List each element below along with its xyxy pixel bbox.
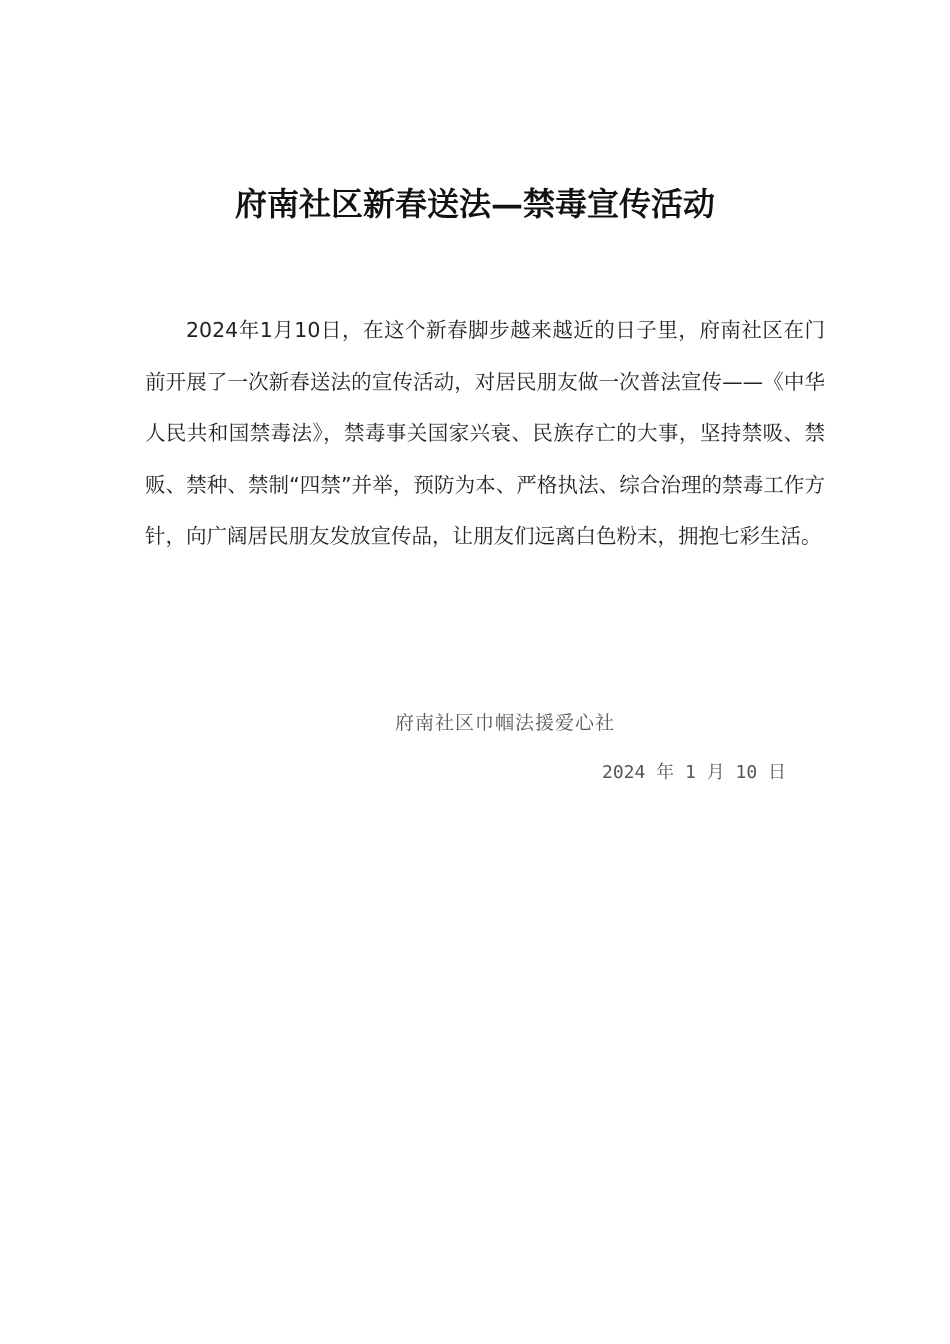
document-body: 2024年1月10日，在这个新春脚步越来越近的日子里，府南社区在门前开展了一次新春送法的宣传活动，对居民朋友做一次普法宣传——《中华人民共和国禁毒法》，禁毒事关国家兴衰、民族存亡的大事，坚持禁吸、禁贩、禁种、禁制“四禁”并举，预防为本、严格执法、综合治理的禁毒工作方针，向广阔居民朋友发放宣传品，让朋友们远离白色粉末，拥抱七彩生活。: [145, 318, 825, 548]
document-signature: 府南社区巾帼法援爱心社: [395, 712, 616, 734]
document-date: 2024 年 1 月 10 日: [602, 762, 787, 783]
document-title: 府南社区新春送法—禁毒宣传活动: [234, 185, 715, 223]
